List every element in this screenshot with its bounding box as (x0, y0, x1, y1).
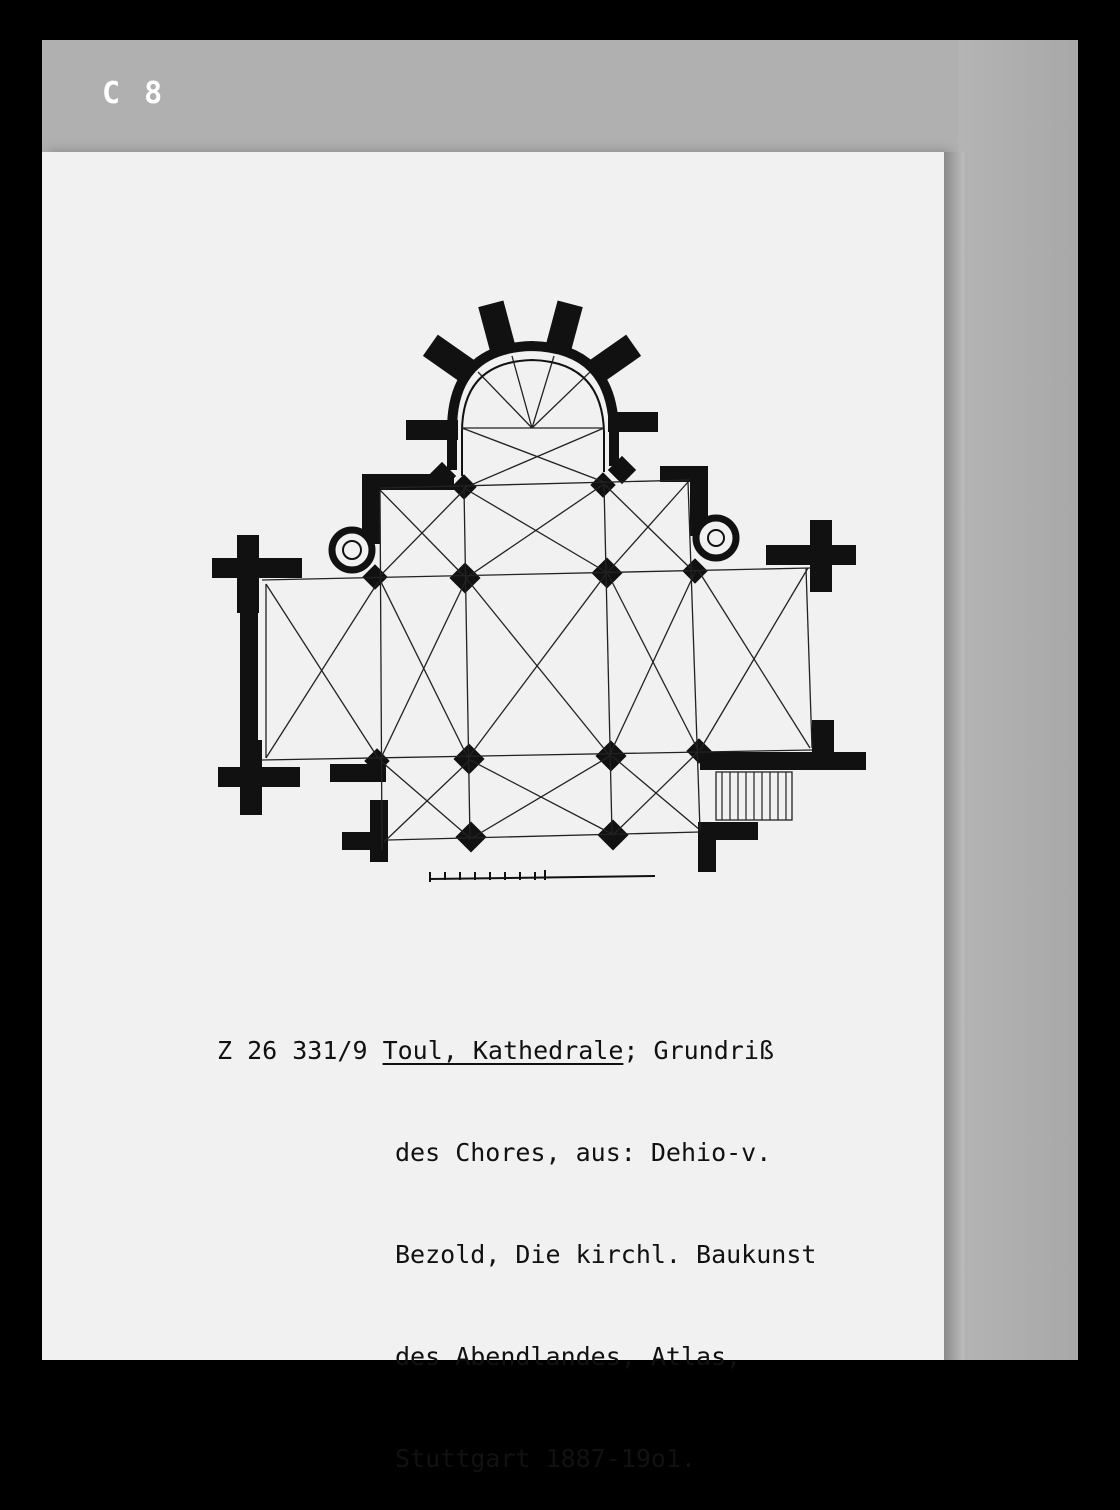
catalog-number: Z 26 331/9 (217, 1036, 368, 1065)
pier (766, 545, 856, 565)
pier (212, 558, 302, 578)
caption-line-5 (217, 1442, 816, 1476)
caption-title: Toul, Kathedrale (382, 1036, 624, 1065)
caption-block (217, 966, 816, 1510)
mount-code-label: C 8 (102, 76, 166, 111)
wall-segment (700, 752, 866, 770)
caption-text: Stuttgart 1887-19o1. (395, 1444, 697, 1473)
wall-segment (698, 822, 716, 872)
caption-line-2 (217, 1136, 816, 1170)
caption-line-3 (217, 1238, 816, 1272)
title-separator: ; (623, 1036, 639, 1065)
wall-segment (370, 800, 388, 862)
pier (218, 767, 300, 787)
caption-text: des Chores, aus: Dehio-v. (395, 1138, 772, 1167)
caption-line-1 (217, 1034, 816, 1068)
scale-bar (430, 870, 655, 882)
caption-text: Bezold, Die kirchl. Baukunst (395, 1240, 817, 1269)
caption-line-1-rest: Grundriß (638, 1036, 774, 1065)
caption-text: des Abendlandes, Atlas, (395, 1342, 742, 1371)
wall-segment (240, 578, 258, 758)
caption-line-4 (217, 1340, 816, 1374)
